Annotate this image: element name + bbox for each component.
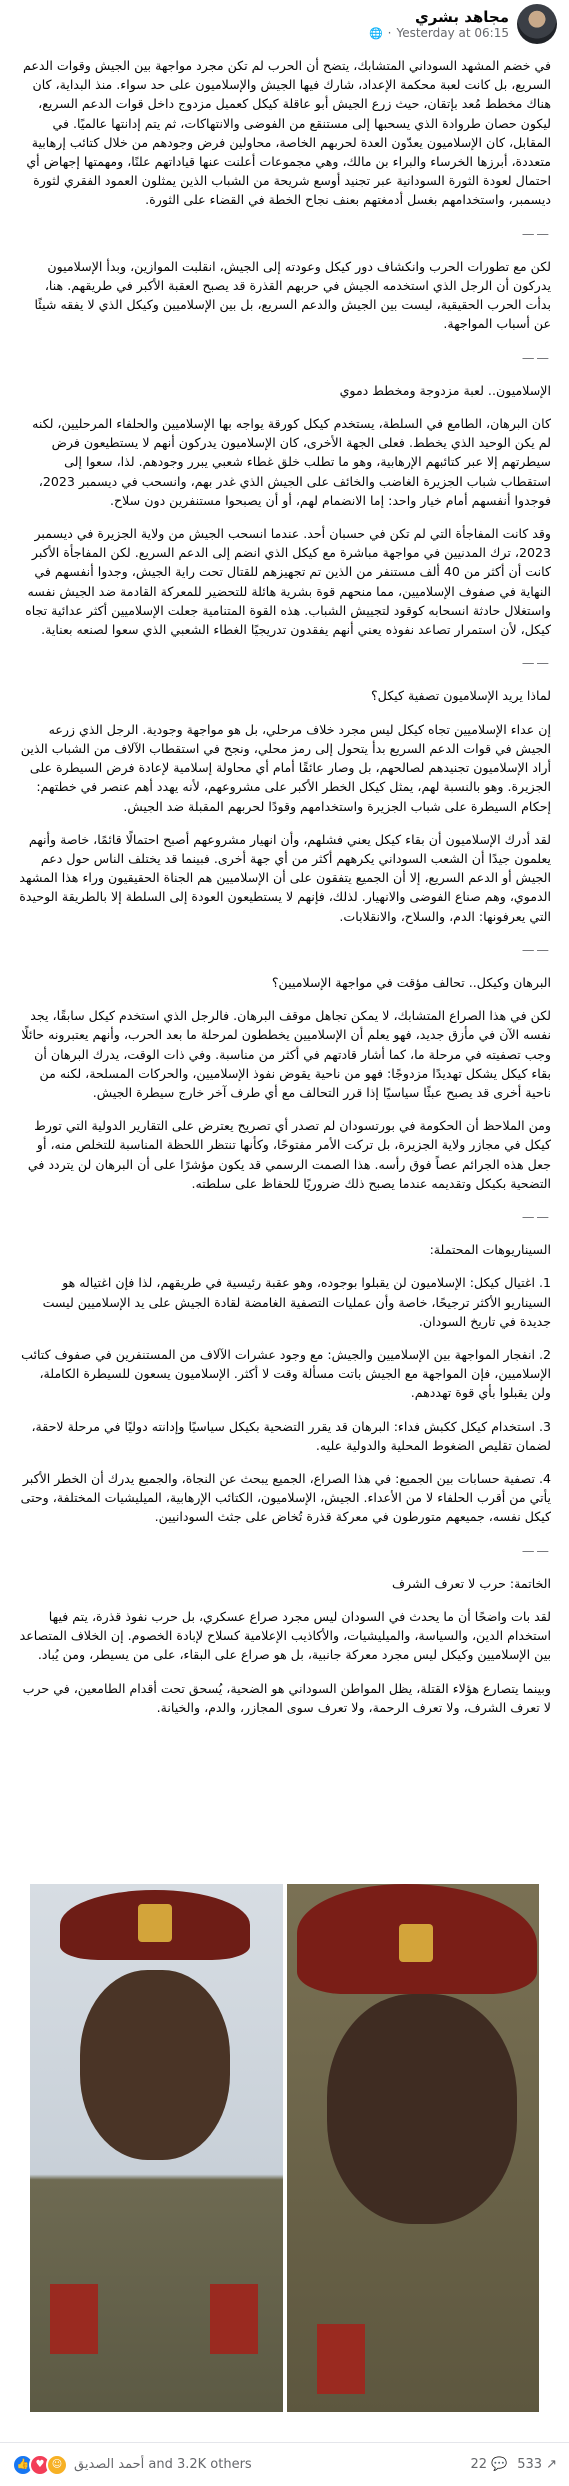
divider: —— [521,1542,551,1558]
list-item: 2. انفجار المواجهة بين الإسلاميين والجيش: مع وجود عشرات الآلاف من المستنفرين في صفوف كتائب الإسلاميين، فإن المواجهة مع الجيش باتت مسألة وقت لا أكثر. الإسلاميون يسعون للسيطرة الكاملة، ولن يقبلوا بأي قوة تهددهم. [21,1346,551,1401]
author-block [369,8,509,40]
beret-badge-icon [399,1924,433,1962]
officer-portrait-right[interactable] [287,1884,540,2412]
paragraph: في خضم المشهد السوداني المتشابك، يتضح أن الحرب لم تكن مجرد مواجهة بين الجيش وقوات الدعم السريع، بل كانت لعبة محكمة الإعداد، شارك فيها الجيش والإسلاميون على حد سواء. منذ البداية، كان هناك مخطط مُعد بإتقان، حيث زرع الجيش أبو عاقلة كيكل كعميل مزدوج داخل قوات الدعم السريع، ليكون حصان طروادة الذي يسحبها إلى مستنقع من الفوضى والانتهاكات، ثم يتم إدانتها عالميًا. في المقابل، كان الإسلاميون يعدّون العدة لحربهم الخاصة، محاولين فرض وجودهم من خلال كتائب إرهابية متعددة، أبرزها الخرساء والبراء بن مالك، وهي مجموعات أعلنت عنها قياداتهم علنًا، ومهمتها إجهاض أي احتمال لعودة الثورة السودانية عبر تجنيد أوسع شريحة من الشباب الذين يمثلون العمود الفقري لثورة ديسمبر، واستخدامهم بغسل أدمغتهم بعنف نجاح الخطة في القضاء على الثورة. [23,58,551,208]
officer-portrait-left[interactable] [30,1884,283,2412]
paragraph: ومن الملاحظ أن الحكومة في بورتسودان لم تصدر أي تصريح يعترض على التقارير الدولية التي تورط كيكل في مجازر ولاية الجزيرة، بل تركت الأمر مفتوحًا، وكأنها تنتظر اللحظة المناسبة للتخلص منه، أو جعل هذه الجرائم عصاً فوق رأسه. هذا الصمت الرسمي قد يكون مؤشرًا على أن البرهان لن يتردد في التضحية بكيكل وتقديمه عندما يصبح ذلك ضروريًا للحفاظ على سلطته. [27,1118,551,1191]
collar-tab-left [317,2324,365,2394]
globe-icon: 🌐 [368,26,383,40]
post-meta: 🌐 · Yesterday at 06:15 [368,26,509,40]
post-header [0,0,569,48]
collar-tab-right [210,2284,258,2354]
divider: —— [521,1208,551,1224]
share-count[interactable] [517,2457,557,2472]
author-name[interactable]: مجاهد بشري [415,8,509,26]
paragraph: كان البرهان، الطامع في السلطة، يستخدم كيكل كورقة يواجه بها الإسلاميين والحلفاء المرحليين، لكنه لم يكن الوحيد الذي يخطط. فعلى الجهة الأخرى، كان الإسلاميون يدركون أنهم لا يستطيعون فرض سيطرتهم إلا عبر كتائبهم الإرهابية، وهو ما تطلب خلق غطاء شعبي يبرر وجودهم. لذا، سعوا إلى استقطاب شباب الجزيرة الغاضب والخائف على الجيش الذي غدر بهم، وانسحب في ديسمبر 2023، فوجدوا أنفسهم أمام خيار واحد: إما الانضمام لهم، أو أن يصبحوا مستنفرين دون سلاح. [32,416,551,508]
section-heading: الخاتمة: حرب لا تعرف الشرف [391,1575,551,1591]
divider: —— [521,225,551,241]
section-heading: الإسلاميون.. لعبة مزدوجة ومخطط دموي [339,382,551,398]
share-count-value: 533 [517,2457,543,2472]
paragraph: لقد أدرك الإسلاميون أن بقاء كيكل يعني فشلهم، وأن انهيار مشروعهم أصبح احتمالًا قائمًا، خاصة وأنهم يعلمون جيدًا أن الشعب السوداني يكرههم أكثر من أي جهة أخرى. فبينما قد يختلف الناس حول دعم الجيش أو الدعم السريع، إلا أن الجميع يتفقون على أن الإسلاميين هم الجناة الحقيقيون وراء هذا المشهد الدموي، وهم صناع الفوضى والانهيار. لذلك، فإنهم لا يستطيعون العودة إلى السلطة إلا بالطريقة الوحيدة التي يعرفونها: الدم، والسلاح، والانقلابات. [19,831,551,924]
paragraph: لكن في هذا الصراع المتشابك، لا يمكن تجاهل موقف البرهان. فالرجل الذي استخدم كيكل سابقًا، يجد نفسه الآن في مأزق جديد، فهو يعلم أن الإسلاميين يخططون لمرحلة ما بعد الحرب، وأنهم يعتبرونه حائلًا وجب تصفيته في مرحلة ما، كما أشار قادتهم في أكثر من مناسبة. وفي ذات الوقت، يدرك البرهان أن بقاء كيكل يشكل تهديدًا مزدوجًا: فهو من ناحية يقوض نفوذ الإسلاميين، والحركات المسلحة، لكنه من ناحية أخرى قد يصبح عبئًا سياسيًا إذا قرر التحالف مع أي طرف آخر خارج سيطرة الجيش. [21,1008,551,1100]
paragraph: إن عداء الإسلاميين تجاه كيكل ليس مجرد خلاف مرحلي، بل هو مواجهة وجودية. الرجل الذي زرعه الجيش في قوات الدعم السريع بدأ يتحول إلى رمز محلي، ونجح في استقطاب الآلاف من الشباب الذين أراد الإسلاميون تجنيدهم لصالحهم، بل وصار عائقًا أمام أي محاولة إسلامية لإعادة فرض السيطرة على الجزيرة. وهو بالنسبة لهم، يمثل كيكل الخطر الأكبر على مشروعهم، لأنه يهدد أهم عنصر في خطتهم: إحكام السيطرة على شباب الجزيرة واستخدامهم وقودًا لحربهم المقبلة ضد الجيش. [20,721,551,814]
section-heading: لماذا يريد الإسلاميون تصفية كيكل؟ [370,688,551,704]
reactions-bar [0,2442,569,2486]
face-shape [327,1994,517,2224]
divider: —— [521,349,551,365]
post-timestamp[interactable]: Yesterday at 06:15 [396,26,509,40]
list-item: 3. استخدام كيكل ككبش فداء: البرهان قد يقرر التضحية بكيكل سياسيًا وإدانته دوليًا في مرحلة لاحقة، لضمان تقليص الضغوط المحلية والدولية عليه. [31,1418,551,1453]
comment-count[interactable] [471,2457,508,2472]
like-icon: 👍 [12,2454,34,2476]
paragraph: لقد بات واضحًا أن ما يحدث في السودان ليس مجرد صراع عسكري، بل حرب نفوذ قذرة، يتم فيها استخدام الدين، والسياسة، والميليشيات، والأكاذيب الإعلامية كسلاح لإبادة الخصوم. إن الخلاف المتصاعد بين الإسلاميين وكيكل ليس مجرد معركة جانبية، بل هو صراع على البقاء، على من يسيطر، ومن يُباد. [19,1609,551,1663]
paragraph: وقد كانت المفاجأة التي لم تكن في حسبان أحد. عندما انسحب الجيش من ولاية الجزيرة في ديسمبر 2023، ترك المدنيين في مواجهة مباشرة مع كيكل الذي انضم إلى الدعم السريع. لكن المفاجأة الأكبر كانت أن أكثر من 40 ألف مستنفر من الذين تم تجهيزهم للقتال تحت راية الجيش، وجدوا أنفسهم في النهاية في صفوف الإسلاميين، مما منحهم قوة بشرية هائلة للتحضير للمعركة القادمة ضد الجيش نفسه واستغلال حادثة انسحابه كوقود لتجييش الشباب. هذه القوة المتنامية جعلت الإسلاميين أكثر عدائية تجاه كيكل، لأن استمرار تصاعد نفوذه يعني أنهم يفقدون تدريجيًا الغطاء الشعبي الذي سعوا لصنعه بعناية. [25,526,551,638]
avatar[interactable] [517,4,557,44]
care-icon: ☺ [46,2454,68,2476]
divider: —— [521,941,551,957]
engagement-stats [471,2457,557,2472]
reaction-icons [12,2454,68,2476]
paragraph: وبينما يتصارع هؤلاء القتلة، يظل المواطن السوداني هو الضحية، يُسحق تحت أقدام الطامعين، في حرب لا تعرف الشرف، ولا تعرف الرحمة، ولا تعرف سوى المجازر، والدم، والخيانة. [22,1680,551,1715]
divider: —— [521,655,551,671]
paragraph: لكن مع تطورات الحرب وانكشاف دور كيكل وعودته إلى الجيش، انقلبت الموازين، وبدأ الإسلاميون يدركون أن الرجل الذي استخدمه الجيش في حربهم القذرة قد يصبح العقبة الأكبر في طريقهم. هنا، بدأت الحرب الحقيقية، ليست بين الجيش والدعم السريع، بل بين الإسلاميين وكيكل الذي لا يفقه شيئًا عن أسباب المواجهة. [34,258,551,332]
list-item: 4. تصفية حسابات بين الجميع: في هذا الصراع، الجميع يبحث عن النجاة، والجميع يدرك أن الخطر الأكبر يأتي من أقرب الحلفاء لا من الأعداء. الجيش، الإسلاميون، الكتائب الإرهابية، الميليشيات المختلفة، وحتى كيكل نفسه، جميعهم متورطون في معركة قذرة تُخاض على جثث السودانيين. [20,1470,551,1525]
reaction-summary[interactable] [12,2454,252,2476]
beret-badge-icon [138,1904,172,1942]
comment-count-value: 22 [470,2457,488,2472]
face-shape [80,1970,230,2160]
list-item: 1. اغتيال كيكل: الإسلاميون لن يقبلوا بوجوده، وهو عقبة رئيسية في طريقهم، لذا فإن اغتياله هو السيناريو الأكثر ترجيحًا، خاصة وأن عمليات التصفية الغامضة لقادة الجيش على يد الإسلاميين ليست جديدة في تاريخ السودان. [42,1275,551,1329]
post-content [18,56,551,1731]
section-heading: السيناريوهات المحتملة: [429,1242,551,1258]
collar-tab-left [50,2284,98,2354]
section-heading: البرهان وكيكل.. تحالف مؤقت في مواجهة الإسلاميين؟ [271,974,551,990]
photo-collage[interactable] [30,1884,539,2412]
love-icon: ♥ [29,2454,51,2476]
share-icon: ↗ [546,2457,557,2472]
reaction-count-text[interactable]: أحمد الصديق and 3.2K others [74,2457,252,2472]
comment-icon: 💬 [491,2457,508,2472]
